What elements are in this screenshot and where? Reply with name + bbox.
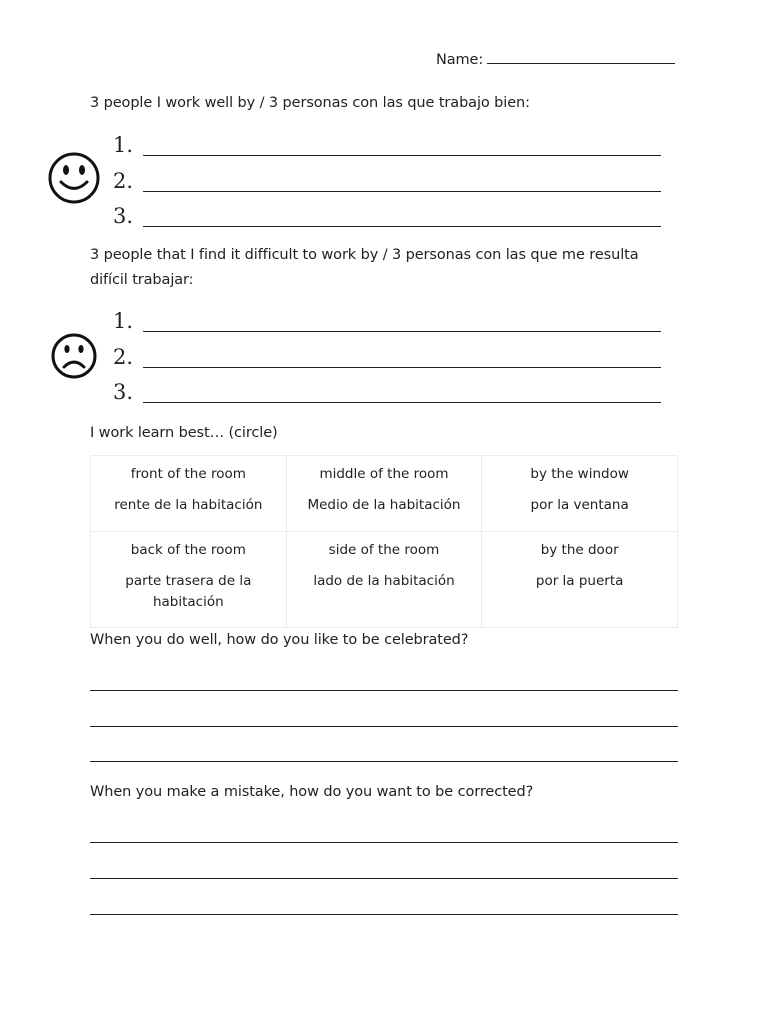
list-number: 1. — [113, 309, 134, 333]
list-number: 2. — [113, 169, 134, 193]
answer-line[interactable] — [143, 402, 661, 403]
option-english: middle of the room — [319, 466, 449, 482]
correction-answer-line-2[interactable] — [90, 878, 678, 879]
good-partner-entry-1 — [113, 133, 673, 161]
celebration-answer-line-2[interactable] — [90, 726, 678, 727]
answer-line[interactable] — [143, 155, 661, 156]
correction-answer-line-3[interactable] — [90, 914, 678, 915]
smiley-face-icon — [47, 151, 101, 205]
celebration-answer-line-3[interactable] — [90, 761, 678, 762]
option-cell[interactable] — [286, 456, 482, 532]
list-number: 3. — [113, 380, 134, 404]
option-english: by the door — [540, 542, 619, 558]
learning-location-prompt: I work learn best… (circle) — [90, 425, 278, 441]
option-spanish: Medio de la habitación — [307, 497, 461, 513]
list-number: 3. — [113, 204, 134, 228]
name-field — [436, 49, 675, 68]
difficult-partner-entry-2 — [113, 345, 673, 373]
good-partner-entry-3 — [113, 204, 673, 232]
answer-line[interactable] — [143, 191, 661, 192]
answer-line[interactable] — [143, 367, 661, 368]
name-label: Name: — [436, 52, 484, 68]
option-spanish: parte trasera de la habitación — [125, 573, 252, 610]
option-spanish: por la ventana — [530, 497, 629, 513]
answer-line[interactable] — [143, 331, 661, 332]
correction-answer-line-1[interactable] — [90, 842, 678, 843]
option-cell[interactable] — [482, 456, 678, 532]
option-cell[interactable] — [91, 532, 287, 628]
option-cell[interactable] — [286, 532, 482, 628]
difficult-partners-prompt-line1: 3 people that I find it difficult to work by / 3 personas con las que me resulta — [90, 247, 639, 263]
difficult-partner-entry-3 — [113, 380, 673, 408]
option-spanish: por la puerta — [535, 573, 624, 589]
option-cell[interactable] — [482, 532, 678, 628]
option-english: back of the room — [130, 542, 246, 558]
difficult-partner-entry-1 — [113, 309, 673, 337]
name-blank-line[interactable] — [487, 49, 675, 64]
list-number: 2. — [113, 345, 134, 369]
learning-location-table — [90, 455, 678, 628]
option-spanish: lado de la habitación — [313, 573, 455, 589]
option-cell[interactable] — [91, 456, 287, 532]
option-english: by the window — [530, 466, 629, 482]
option-spanish: rente de la habitación — [114, 497, 263, 513]
answer-line[interactable] — [143, 226, 661, 227]
sad-face-icon — [50, 332, 98, 380]
option-english: front of the room — [130, 466, 246, 482]
good-partner-entry-2 — [113, 169, 673, 197]
good-partners-prompt: 3 people I work well by / 3 personas con las que trabajo bien: — [90, 95, 530, 111]
difficult-partners-prompt-line2: difícil trabajar: — [90, 272, 194, 288]
correction-prompt: When you make a mistake, how do you want to be corrected? — [90, 784, 534, 800]
celebration-prompt: When you do well, how do you like to be celebrated? — [90, 632, 469, 648]
celebration-answer-line-1[interactable] — [90, 690, 678, 691]
list-number: 1. — [113, 133, 134, 157]
option-english: side of the room — [328, 542, 440, 558]
